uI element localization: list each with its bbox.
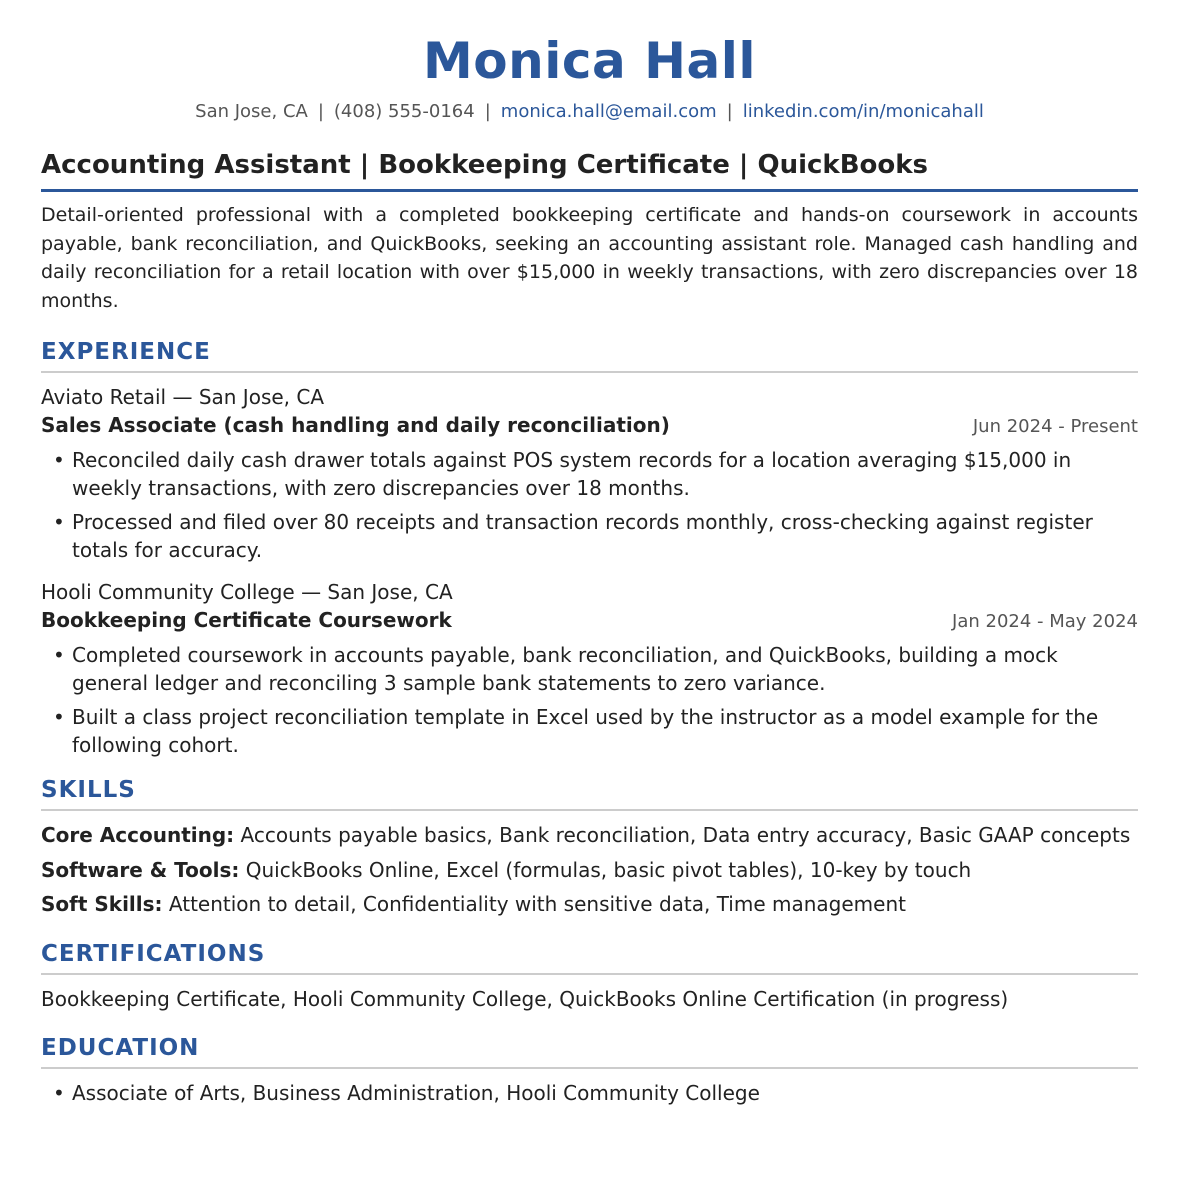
education-list xyxy=(41,1079,1138,1107)
entry-role-row xyxy=(41,411,1138,441)
headline: Accounting Assistant | Bookkeeping Certificate | QuickBooks xyxy=(41,150,1138,192)
entry-bullets xyxy=(41,641,1138,759)
skill-label: Software & Tools: xyxy=(41,857,240,882)
list-item xyxy=(41,641,1138,697)
bullet-icon: • xyxy=(53,643,65,667)
experience-section xyxy=(41,339,1138,759)
skill-text: QuickBooks Online, Excel (formulas, basic pivot tables), 10-key by touch xyxy=(245,857,972,882)
bullet-icon: • xyxy=(53,1080,65,1105)
skill-line xyxy=(41,856,1138,885)
certifications-section xyxy=(41,941,1138,1013)
contact-email-link[interactable]: monica.hall@email.com xyxy=(500,101,717,122)
entry-role: Bookkeeping Certificate Coursework xyxy=(41,608,452,632)
skill-line xyxy=(41,890,1138,919)
contact-linkedin-link[interactable]: linkedin.com/in/monicahall xyxy=(742,101,984,122)
skill-label: Core Accounting: xyxy=(41,823,235,847)
bullet-icon: • xyxy=(53,448,65,472)
list-item xyxy=(41,703,1138,759)
bullet-icon: • xyxy=(53,510,65,534)
experience-entry xyxy=(41,383,1138,564)
entry-dates: Jun 2024 - Present xyxy=(972,416,1138,437)
education-heading: EDUCATION xyxy=(41,1035,1138,1069)
entry-role: Sales Associate (cash handling and daily reconciliation) xyxy=(41,413,670,437)
education-section xyxy=(41,1035,1138,1107)
skill-text: Accounts payable basics, Bank reconciliation, Data entry accuracy, Basic GAAP concepts xyxy=(240,823,1131,847)
entry-bullets xyxy=(41,446,1138,564)
entry-dates: Jan 2024 - May 2024 xyxy=(952,611,1138,632)
bullet-text: Reconciled daily cash drawer totals against POS system records for a location averaging $15,000 in weekly transactions, with zero discrepancies over 18 months. xyxy=(72,448,1072,500)
entry-organization: Hooli Community College — San Jose, CA xyxy=(41,580,453,604)
candidate-name: Monica Hall xyxy=(423,32,756,90)
list-item xyxy=(41,1079,1138,1107)
education-item-text: Associate of Arts, Business Administration, Hooli Community College xyxy=(72,1080,760,1105)
bullet-text: Completed coursework in accounts payable, bank reconciliation, and QuickBooks, building a mock general ledger and reconciling 3 sample bank statements to zero variance. xyxy=(72,643,1058,695)
entry-organization: Aviato Retail — San Jose, CA xyxy=(41,385,325,409)
certifications-heading: CERTIFICATIONS xyxy=(41,941,1138,975)
summary-paragraph: Detail-oriented professional with a completed bookkeeping certificate and hands-on coursework in accounts payable, bank reconciliation, and QuickBooks, seeking an accounting assistant role. Managed cash handling and daily reconciliation for a retail location with over $15,000 in weekly transactions, with zero discrepancies over 18 months. xyxy=(41,204,1138,312)
list-item xyxy=(41,508,1138,564)
experience-entry xyxy=(41,578,1138,759)
skills-heading: SKILLS xyxy=(41,777,1138,811)
skills-section xyxy=(41,777,1138,919)
contact-location: San Jose, CA xyxy=(195,101,308,122)
contact-separator: | xyxy=(726,101,733,122)
contact-separator: | xyxy=(484,101,491,122)
bullet-icon: • xyxy=(53,705,65,729)
experience-heading: EXPERIENCE xyxy=(41,339,1138,373)
contact-phone: (408) 555-0164 xyxy=(333,101,475,122)
skill-text: Attention to detail, Confidentiality with sensitive data, Time management xyxy=(168,892,906,916)
contact-separator: | xyxy=(317,101,324,122)
bullet-text: Built a class project reconciliation template in Excel used by the instructor as a model example for the following cohort. xyxy=(72,705,1099,757)
list-item xyxy=(41,446,1138,502)
skill-line xyxy=(41,821,1138,850)
contact-line xyxy=(41,100,1138,124)
certifications-text: Bookkeeping Certificate, Hooli Community College, QuickBooks Online Certification (in progress) xyxy=(41,986,1009,1011)
entry-role-row xyxy=(41,606,1138,636)
skill-label: Soft Skills: xyxy=(41,892,163,916)
bullet-text: Processed and filed over 80 receipts and transaction records monthly, cross-checking against register totals for accuracy. xyxy=(72,510,1093,562)
